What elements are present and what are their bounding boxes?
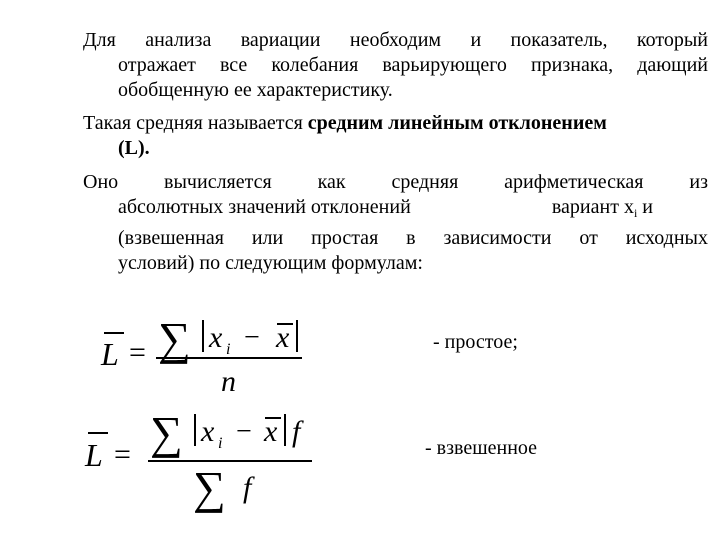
variant-and: и	[637, 196, 653, 218]
term-symbol-bold: (L).	[118, 137, 150, 159]
paragraph-1-line-1: Для анализа вариации необходим и показатель, который	[83, 29, 708, 51]
paragraph-2-prefix: Такая средняя называется	[83, 112, 308, 134]
x-bar: x	[276, 321, 290, 354]
term-bold: средним линейным отклонением	[307, 112, 607, 134]
paragraph-1-line-2: отражает все колебания варьирующего признака, дающий	[118, 54, 708, 76]
equals-sign: =	[129, 336, 146, 369]
den-f: f	[243, 471, 252, 504]
paragraph-3-line-1: Оно вычисляется как средняя арифметическая из	[83, 171, 708, 193]
formula-weighted-label: - взвешенное	[425, 437, 538, 459]
lhs-L: L	[101, 336, 119, 372]
equals-sign: =	[114, 438, 131, 471]
variant-text: вариант x	[551, 196, 634, 218]
sum-sign: ∑	[158, 313, 191, 364]
sum-sign: ∑	[150, 407, 183, 458]
weight-f: f	[292, 415, 301, 448]
minus-sign: −	[244, 322, 260, 353]
minus-sign: −	[236, 416, 252, 447]
lhs-L: L	[85, 437, 103, 473]
formula-simple-label: - простое;	[433, 331, 518, 353]
sub-i: i	[226, 341, 231, 358]
paragraph-3-line-3: (взвешенная или простая в зависимости от исходных	[118, 227, 708, 249]
x-i: x	[201, 415, 215, 448]
x-bar: x	[264, 415, 278, 448]
den-sum-sign: ∑	[193, 462, 226, 513]
paragraph-3-line-4: условий) по следующим формулам:	[118, 252, 423, 274]
x-i: x	[209, 321, 223, 354]
subscript-i: i	[633, 206, 638, 220]
paragraph-1-line-3: обобщенную ее характеристику.	[118, 79, 393, 101]
paragraph-3-line-2-a: абсолютных значений отклонений	[118, 196, 411, 218]
denominator-n: n	[221, 365, 236, 398]
sub-i: i	[218, 435, 223, 452]
